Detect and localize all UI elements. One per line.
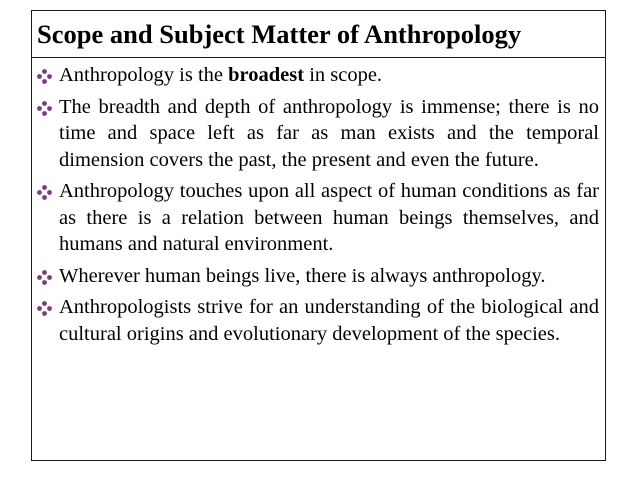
slide-title: Scope and Subject Matter of Anthropology (37, 19, 522, 49)
bullet-text-bold: broadest (228, 64, 305, 86)
bullet-item (37, 294, 599, 347)
diamond-dots-icon (37, 69, 52, 84)
bullet-item (37, 263, 599, 290)
bullet-item (37, 94, 599, 174)
bullet-item (37, 178, 599, 258)
diamond-dots-icon (37, 101, 52, 116)
bullet-text-post: in scope. (304, 64, 383, 86)
bullet-text-pre: Anthropology is the (59, 64, 229, 86)
bullet-text: Wherever human beings live, there is always anthropology. (59, 264, 546, 287)
diamond-dots-icon (37, 270, 52, 285)
title-box (32, 11, 605, 58)
bullet-list (37, 62, 599, 352)
bullet-text: Anthropologists strive for an understanding of the biological and cultural origins and evolutionary development of the species. (59, 296, 599, 345)
diamond-dots-icon (37, 185, 52, 200)
bullet-text: The breadth and depth of anthropology is immense; there is no time and space left as far as man exists and the temporal dimension covers the past, the present and even the future. (59, 95, 599, 171)
bullet-item (37, 62, 599, 89)
slide-frame (31, 10, 606, 461)
diamond-dots-icon (37, 301, 52, 316)
bullet-text: Anthropology touches upon all aspect of human conditions as far as there is a relation between human beings themselves, and humans and natural environment. (59, 180, 599, 255)
